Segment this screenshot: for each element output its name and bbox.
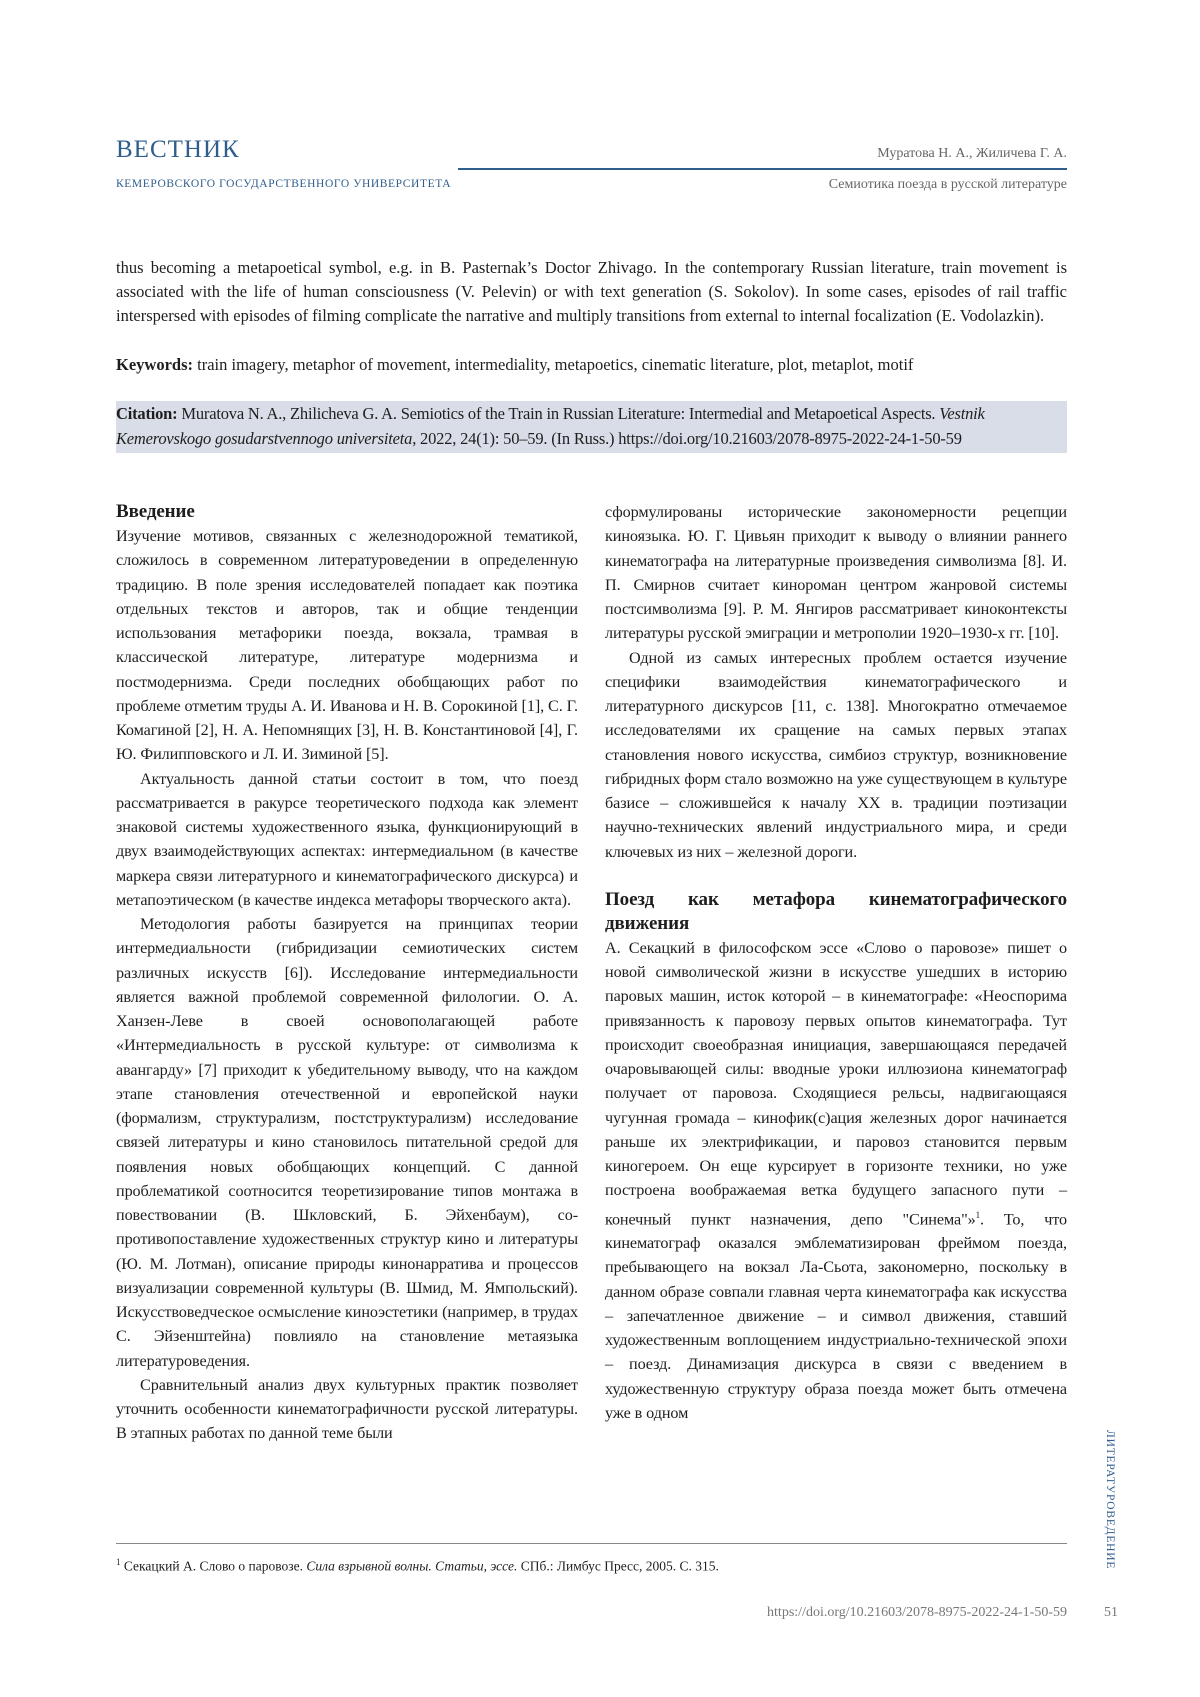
paragraph-text: . То, что кинематограф оказался эмблематизирован фреймом поезда, пребывающего на вокзал Ла-Сьота, закономерно, поскольку в данном образе совпали главная черта кинематографа как искусства – запечатленное движение – и символ движения, ставший художественным воплощением индустриально-технической эпохи – поезд. Динамизация дискурса в связи с введением в художественную структуру образа поезда может быть отмечена уже в одном xyxy=(605,1209,1067,1422)
citation-details: , 2022, 24(1): 50–59. (In Russ.) https://doi.org/10.21603/2078-8975-2022-24-1-50-59 xyxy=(412,428,962,448)
footnote-divider xyxy=(116,1543,1067,1544)
paragraph: Изучение мотивов, связанных с железнодорожной тематикой, сложилось в современном литературоведении в определенную традицию. В поле зрения исследователей попадает как поэтика отдельных текстов и авторов, так и общие тенденции использования метафорики поезда, вокзала, трамвая в классической литературе, литературе модернизма и постмодернизма. Среди последних обобщающих работ по проблеме отметим труды А. И. Иванова и Н. В. Сорокиной [1], С. Г. Комагиной [2], Н. А. Непомнящих [3], Н. В. Константиновой [4], Г. Ю. Филипповского и Л. И. Зиминой [5]. xyxy=(116,527,578,764)
keywords-text: train imagery, metaphor of movement, intermediality, metapoetics, cinematic literature, plot, metaplot, motif xyxy=(197,355,914,374)
paragraph: Одной из самых интересных проблем остается изучение специфики взаимодействия кинематографического и литературного дискурсов [11, с. 138]. Многократно отмечаемое исследователями их сращение на самых первых этапах становления нового искусства, симбиоз структур, возникновение гибридных форм стало возможно на уже существующем в культуре базисе – сложившейся к началу XX в. традиции поэтизации научно-технических явлений индустриального мира, и среди ключевых из них – железной дороги. xyxy=(605,648,1067,861)
heading-train-metaphor: Поезд как метафора кинематографического движения xyxy=(605,888,1067,934)
journal-title: ВЕСТНИК xyxy=(116,136,240,163)
body-column-left xyxy=(116,500,578,1446)
abstract-text: thus becoming a metapoetical symbol, e.g. in B. Pasternak’s Doctor Zhivago. In the contemporary Russian literature, train movement is associated with the life of human consciousness (V. Pelevin) or with text generation (S. Sokolov). In some cases, episodes of rail traffic interspersed with episodes of filming complicate the narrative and multiply transitions from external to internal focalization (E. Vodolazkin). xyxy=(116,258,1067,325)
keywords-label: Keywords: xyxy=(116,355,193,374)
footer-doi-link[interactable]: https://doi.org/10.21603/2078-8975-2022-24-1-50-59 xyxy=(767,1605,1067,1620)
citation-label: Citation: xyxy=(116,404,178,423)
footnote xyxy=(116,1553,1067,1576)
header-divider xyxy=(458,168,1067,170)
paragraph: Методология работы базируется на принципах теории интермедиальности (гибридизации семиотических систем различных искусств [6]). Исследование интермедиальности является важной проблемой современной филологии. О. А. Ханзен-Леве в своей основополагающей работе «Интермедиальность в русской культуре: от символизма к авангарду» [7] приходит к убедительному выводу, что на каждом этапе становления отечественной и европейской науки (формализм, структурализм, постструктурализм) исследование связей литературы и кино становилось питательной средой для появления новых обобщающих концепций. С данной проблематикой соотносится теоретизирование типов монтажа в повествовании (В. Шкловский, Б. Эйхенбаум), со-противопоставление художественных структур кино и литературы (Ю. М. Лотман), описание природы кинонарратива и процессов визуализации современной культуры (В. Шмид, М. Ямпольский). Искусствоведческое осмысление киноэстетики (например, в трудах С. Эйзенштейна) повлияло на становление метаязыка литературоведения. xyxy=(116,915,578,1370)
citation-text: Muratova N. A., Zhilicheva G. A. Semiotics of the Train in Russian Literature: Intermedial and Metapoetical Aspects. xyxy=(181,404,936,423)
paragraph: сформулированы исторические закономерности рецепции киноязыка. Ю. Г. Цивьян приходит к выводу о влиянии раннего кинематографа на литературные произведения символизма [8]. И. П. Смирнов считает кинороман центром жанровой системы постсимволизма [9]. Р. М. Янгиров рассматривает киноконтексты литературы русской эмиграции и метрополии 1920–1930-х гг. [10]. xyxy=(605,503,1067,643)
footnote-italic: Сила взрывной волны. Статьи, эссе. xyxy=(306,1558,518,1574)
footnote-text-end: СПб.: Лимбус Пресс, 2005. С. 315. xyxy=(517,1558,719,1574)
citation-box xyxy=(116,401,1067,453)
journal-subtitle: КЕМЕРОВСКОГО ГОСУДАРСТВЕННОГО УНИВЕРСИТЕТА xyxy=(116,178,452,190)
running-head-title: Семиотика поезда в русской литературе xyxy=(828,177,1067,192)
keywords xyxy=(116,353,1067,377)
paragraph-text: А. Секацкий в философском эссе «Слово о паровозе» пишет о новой символической жизни в искусстве ушедших в историю паровых машин, исток которой – в кинематографе: «Неоспорима привязанность к паровозу первых опытов кинематографа. Тут происходит своеобразная инициация, завершающаяся передачей очаровывающей силы: вводные уроки иллюзиона кинематограф получает от паровоза. Сходящиеся рельсы, надвигающаяся чугунная громада – кинофик(с)ация железных дорог начинается раньше их электрификации, и паровоз становится первым киногероем. Он еще курсирует в горизонте техники, но уже построена воображаемая ветка будущего запасного пути – конечный пункт назначения, депо "Синема"» xyxy=(605,938,1067,1228)
paragraph xyxy=(605,936,1067,1425)
citation-journal: Vestnik Kemerovskogo gosudarstvennogo universiteta xyxy=(116,404,985,448)
footnote-text: Секацкий А. Слово о паровозе. xyxy=(123,1558,307,1574)
body-column-right xyxy=(605,500,1067,1425)
footnote-number: 1 xyxy=(116,1557,121,1567)
heading-introduction: Введение xyxy=(116,501,195,522)
paragraph: Сравнительный анализ двух культурных практик позволяет уточнить особенности кинематографичности русской литературы. В этапных работах по данной теме были xyxy=(116,1375,578,1443)
section-side-label: ЛИТЕРАТУРОВЕДЕНИЕ xyxy=(1104,1430,1116,1570)
paragraph: Актуальность данной статьи состоит в том, что поезд рассматривается в ракурсе теоретического подхода как элемент знаковой системы художественного языка, функционирующий в двух взаимодействующих аспектах: интермедиальном (в качестве маркера связи литературного и кинематографического дискурса) и метапоэтическом (в качестве индекса метафоры творческого акта). xyxy=(116,769,578,909)
running-head-authors: Муратова Н. А., Жиличева Г. А. xyxy=(877,146,1067,161)
footnote-reference[interactable]: 1 xyxy=(975,1209,980,1220)
page-number: 51 xyxy=(1104,1605,1118,1620)
